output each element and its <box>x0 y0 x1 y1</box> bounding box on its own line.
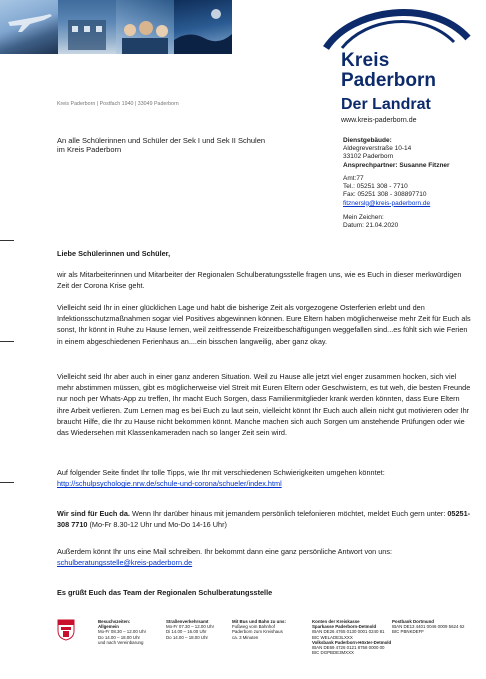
traffic-office-di: Di 14.00 – 16.00 Uhr <box>166 629 207 635</box>
paragraph-phone <box>57 508 472 530</box>
reference-label: Mein Zeichen: <box>343 214 384 221</box>
salutation: Liebe Schülerinnen und Schüler, <box>57 249 171 258</box>
footer-postbank <box>392 619 465 635</box>
logo-text-paderborn: Paderborn <box>341 70 437 91</box>
fold-mark-lower <box>0 482 14 483</box>
transport-title: Mit Bus und Bahn zu uns: <box>232 619 286 624</box>
recipient-address <box>57 136 265 154</box>
visiting-hours-appointment: und nach Vereinbarung <box>98 639 144 645</box>
phone-invite-text: Wenn Ihr darüber hinaus mit jemandem persönlich telefonieren möchtet, meldet Euch gern unter: <box>129 509 448 518</box>
paragraph-intro: wir als Mitarbeiterinnen und Mitarbeiter der Regionalen Schulberatungsstelle fragen uns, wie es Euch in dieser merkwürdigen Zeit der Corona Krise geht. <box>57 270 462 291</box>
sender-address-line: Kreis Paderborn | Postfach 1940 | 33049 Paderborn <box>57 101 179 107</box>
city: 33102 Paderborn <box>343 153 394 161</box>
transport-line-1: Fußweg vom Bahnhof <box>232 624 275 630</box>
traffic-office-title: Straßenverkehrsamt <box>166 619 209 624</box>
bank-accounts-title: Konten der Kreiskasse <box>312 619 360 624</box>
bank-1-name: Sparkasse Paderborn-Detmold <box>312 624 377 630</box>
bank-2-name: Volksbank Paderborn-Höxter-Detmold <box>312 639 392 645</box>
landscape-photo <box>174 0 232 54</box>
closing-line: Es grüßt Euch das Team der Regionalen Schulberatungsstelle <box>57 588 273 597</box>
postbank-bic: BIC PBNKDEFF <box>392 629 424 635</box>
logo-text-kreis: Kreis <box>341 50 390 71</box>
contact-label: Ansprechpartner: <box>343 161 398 169</box>
counselling-email-link[interactable]: schulberatungsstelle@kreis-paderborn.de <box>57 558 193 568</box>
tips-text: Auf folgender Seite findet Ihr tolle Tipps, wie Ihr mit verschiedenen Schwierigkeiten umgehen könntet: <box>57 468 385 477</box>
fold-mark <box>0 240 14 241</box>
paragraph-tips <box>57 467 472 489</box>
bank-2-bic: BIC DGPBDE3MXXX <box>312 650 354 656</box>
recipient-line-1: An alle Schülerinnen und Schüler der Sek I und Sek II Schulen <box>57 136 266 145</box>
postbank-iban: IBAN DE13 4401 0046 0009 5624 62 <box>392 624 465 630</box>
we-are-here-text: Wir sind für Euch da. <box>57 509 130 518</box>
contact-name: Susanne Fitzner <box>399 161 450 169</box>
footer-traffic-office <box>166 619 214 640</box>
footer-visiting-hours <box>98 619 146 645</box>
visiting-hours-do: Do 14.00 – 18.00 Uhr <box>98 634 140 640</box>
airplane-photo <box>0 0 58 54</box>
contact-email-link[interactable]: fitznerslg@kreis-paderborn.de <box>343 199 431 207</box>
recipient-line-2: im Kreis Paderborn <box>57 145 122 154</box>
phone-number: Tel.: 05251 308 - 7710 <box>343 183 408 191</box>
office-number: Amt:77 <box>343 175 364 182</box>
bank-1-iban: IBAN DE26 4765 0130 0001 0240 81 <box>312 629 385 635</box>
crowd-photo <box>116 0 174 54</box>
visiting-hours-title: Besuchszeiten: <box>98 619 131 624</box>
building-photo <box>58 0 116 54</box>
letterhead-title: Der Landrat <box>341 96 431 113</box>
reference-block <box>343 214 398 230</box>
bank-2-iban: IBAN DE69 4726 0121 8758 0000 00 <box>312 645 385 651</box>
punch-mark <box>0 341 14 342</box>
mail-text: Außerdem könnt Ihr uns eine Mail schreiben. Ihr bekommt dann eine ganz persönliche Antwort von uns: <box>57 547 393 556</box>
office-address-block <box>343 137 450 170</box>
paragraph-situation-2: Vielleicht seid Ihr aber auch in einer ganz anderen Situation. Weil zu Hause alle jetzt viel enger zusammen hocken, sich viel mehr abstimmen müssen, gibt es möglicherweise viel Streit mit Euren Eltern oder Geschwistern, es tut weh, die besten Freunde nur noch per Whats-App zu treffen, Ihr macht Euch Sorgen, dass Familienmitglieder krank werden könnten, dass Eure Eltern ihre Arbeit verlieren. Zum Lernen mag es bei Euch zu laut sein, vielleicht könnt Ihr Euch auch allein nicht gut motivieren oder Ihr braucht Hilfe, die Ihr zu Hause nicht bekommen könnt. Manche machen sich auch Sorgen um anstehende Prüfungen oder wie das Wiedersehen mit Klassenkameraden nach so langer Zeit sein wird. <box>57 372 471 438</box>
kreis-paderborn-logo-icon <box>322 2 472 52</box>
tips-link[interactable]: http://schulpsychologie.nrw.de/schule-und-corona/schueler/index.html <box>57 479 282 489</box>
visiting-hours-general: Allgemein <box>98 624 119 630</box>
postbank-title: Postbank Dortmund <box>392 619 434 624</box>
phone-hours: (Mo-Fr 8.30-12 Uhr und Mo-Do 14-16 Uhr) <box>87 520 227 530</box>
contact-block <box>343 175 430 208</box>
paragraph-situation-1: Vielleicht seid Ihr in einer glücklichen Lage und habt die bisherige Zeit als vorgezogene Osterferien erlebt und den Infektionsschutzmaßnahmen sogar viel Positives abgewinnen können. Eure Eltern haben möglicherweise mehr Zeit für Euch als sonst, Ihr könnt in Ruhe zu Hause lernen, weil zeitfressende Freizeitbeschäftigungen weggefallen sind...es fühlt sich wie Ferien in einem abgeschiedenen Ferienhaus an....ein bisschen langweilig, aber ganz okay. <box>57 303 471 346</box>
transport-line-3: ca. 3 Minuten <box>232 634 259 640</box>
website-link[interactable]: www.kreis-paderborn.de <box>341 117 417 124</box>
footer-transport <box>232 619 286 640</box>
street: Aldegreverstraße 10-14 <box>343 145 412 153</box>
building-label: Dienstgebäude: <box>343 137 392 144</box>
counselling-phone: 05251-308 7710 <box>57 509 471 530</box>
footer-bank-accounts <box>312 619 391 655</box>
fax-number: Fax: 05251 308 - 308897710 <box>343 191 427 199</box>
letter-date: Datum: 21.04.2020 <box>343 222 399 230</box>
header-photo-strip <box>0 0 232 54</box>
coat-of-arms-icon <box>57 619 75 641</box>
paragraph-mail <box>57 546 472 568</box>
bank-1-bic: BIC WELADE3LXXX <box>312 634 353 640</box>
traffic-office-mofr: Mo-Fr 07.30 – 12.00 Uhr <box>166 624 215 630</box>
transport-line-2: Paderborn zum Kreishaus <box>232 629 283 635</box>
traffic-office-do: Do 14.00 – 18.00 Uhr <box>166 634 208 640</box>
visiting-hours-mofr: Mo-Fr 08.30 – 12.00 Uhr <box>98 629 147 635</box>
